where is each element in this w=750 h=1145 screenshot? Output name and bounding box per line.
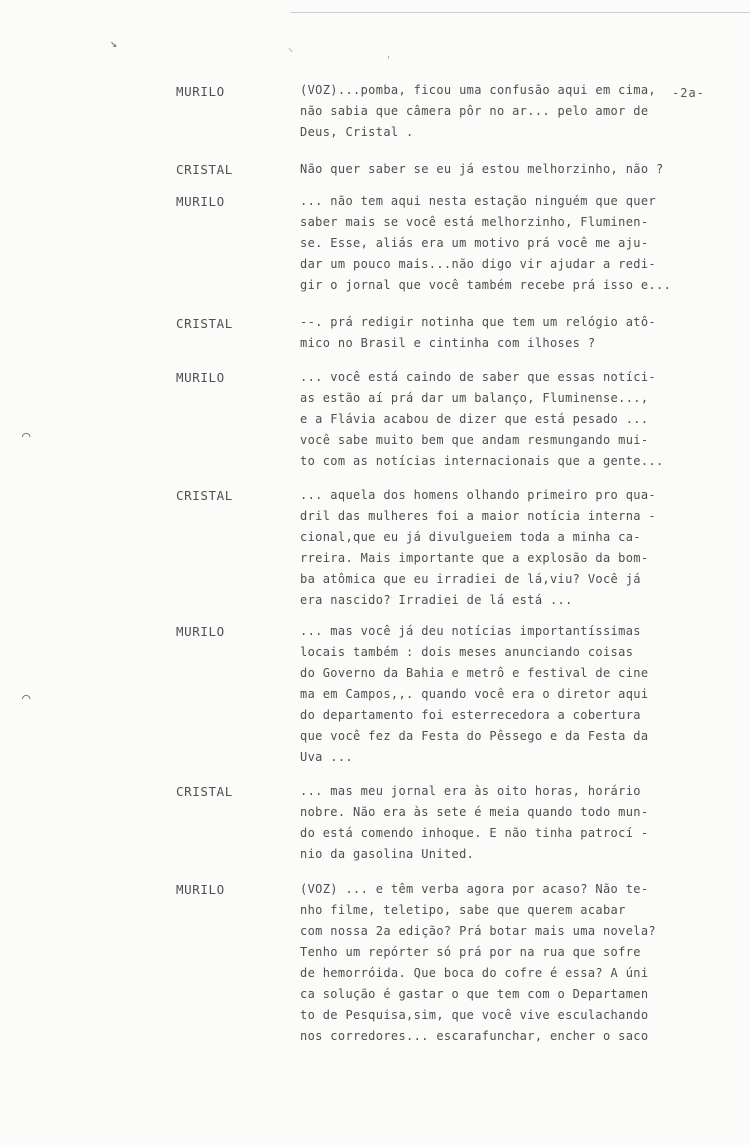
speaker-name: CRISTAL	[176, 162, 233, 177]
dialogue-text	[300, 80, 745, 143]
dialogue-line: você sabe muito bem que andam resmungando mui-	[300, 433, 649, 447]
dialogue-line: se. Esse, aliás era um motivo prá você me aju-	[300, 236, 649, 250]
dialogue-text	[300, 485, 745, 611]
dialogue-line: nos corredores... escarafunchar, encher o saco	[300, 1029, 649, 1043]
dialogue-line: rreira. Mais importante que a explosão da bom-	[300, 551, 649, 565]
dialogue-line: com nossa 2a edição? Prá botar mais uma novela?	[300, 924, 657, 938]
dialogue-text	[300, 879, 745, 1047]
dialogue-line: Tenho um repórter só prá por na rua que sofre	[300, 945, 641, 959]
dialogue-line: to de Pesquisa,sim, que você vive esculachando	[300, 1008, 649, 1022]
speaker-name: CRISTAL	[176, 316, 233, 331]
stray-mark: ↘	[110, 36, 118, 50]
dialogue-line: ca solução é gastar o que tem com o Departamen	[300, 987, 649, 1001]
dialogue-line: do departamento foi esterrecedora a cobertura	[300, 708, 641, 722]
dialogue-line: to com as notícias internacionais que a gente...	[300, 454, 664, 468]
dialogue-text	[300, 312, 745, 354]
dialogue-line: dril das mulheres foi a maior notícia interna -	[300, 509, 657, 523]
dialogue-line: nobre. Não era às sete é meia quando todo mun-	[300, 805, 649, 819]
dialogue-line: e a Flávia acabou de dizer que está pesado ...	[300, 412, 649, 426]
dialogue-line: Uva ...	[300, 750, 354, 764]
stray-mark: ⸜	[288, 43, 293, 54]
page-number: -2a-	[672, 86, 705, 100]
dialogue-line: gir o jornal que você também recebe prá isso e...	[300, 278, 672, 292]
dialogue-line: ... não tem aqui nesta estação ninguém que quer	[300, 194, 657, 208]
top-rule	[290, 12, 750, 13]
dialogue-line: Deus, Cristal .	[300, 125, 414, 139]
speaker-name: MURILO	[176, 370, 225, 385]
dialogue-line: cional,que eu já divulgueiem toda a minha ca-	[300, 530, 641, 544]
dialogue-line: de hemorróida. Que boca do cofre é essa? A úni	[300, 966, 649, 980]
dialogue-line: Não quer saber se eu já estou melhorzinho, não ?	[300, 162, 664, 176]
dialogue-text	[300, 159, 745, 180]
margin-mark: ⌒	[22, 428, 31, 444]
dialogue-line: nho filme, teletipo, sabe que querem acabar	[300, 903, 626, 917]
dialogue-text	[300, 367, 745, 472]
speaker-name: MURILO	[176, 194, 225, 209]
dialogue-line: saber mais se você está melhorzinho, Fluminen-	[300, 215, 649, 229]
dialogue-line: (VOZ) ... e têm verba agora por acaso? Não te-	[300, 882, 649, 896]
speaker-name: MURILO	[176, 84, 225, 99]
dialogue-line: era nascido? Irradiei de lá está ...	[300, 593, 573, 607]
speaker-name: MURILO	[176, 882, 225, 897]
dialogue-line: (VOZ)...pomba, ficou uma confusão aqui em cima,	[300, 83, 657, 97]
dialogue-line: que você fez da Festa do Pêssego e da Festa da	[300, 729, 649, 743]
speaker-name: CRISTAL	[176, 488, 233, 503]
dialogue-text	[300, 781, 745, 865]
margin-mark: ⌒	[22, 690, 31, 706]
dialogue-line: mico no Brasil e cintinha com ilhoses ?	[300, 336, 596, 350]
stray-mark: ˈ	[386, 56, 392, 66]
speaker-name: CRISTAL	[176, 784, 233, 799]
dialogue-line: as estão aí prá dar um balanço, Fluminense...,	[300, 391, 649, 405]
dialogue-line: ... aquela dos homens olhando primeiro pro qua-	[300, 488, 657, 502]
dialogue-line: não sabia que câmera pôr no ar... pelo amor de	[300, 104, 649, 118]
dialogue-line: ... você está caindo de saber que essas notíci-	[300, 370, 657, 384]
dialogue-line: ba atômica que eu irradiei de lá,viu? Você já	[300, 572, 641, 586]
dialogue-line: do está comendo inhoque. E não tinha patrocí -	[300, 826, 649, 840]
dialogue-line: ... mas você já deu notícias importantíssimas	[300, 624, 641, 638]
dialogue-text	[300, 621, 745, 768]
dialogue-line: do Governo da Bahia e metrô e festival de cine	[300, 666, 649, 680]
dialogue-line: locais também : dois meses anunciando coisas	[300, 645, 634, 659]
dialogue-text	[300, 191, 745, 296]
dialogue-line: ma em Campos,,. quando você era o diretor aqui	[300, 687, 649, 701]
dialogue-line: nio da gasolina United.	[300, 847, 475, 861]
dialogue-line: --. prá redigir notinha que tem um relógio atô-	[300, 315, 657, 329]
dialogue-line: ... mas meu jornal era às oito horas, horário	[300, 784, 641, 798]
dialogue-line: dar um pouco mais...não digo vir ajudar a redi-	[300, 257, 657, 271]
speaker-name: MURILO	[176, 624, 225, 639]
